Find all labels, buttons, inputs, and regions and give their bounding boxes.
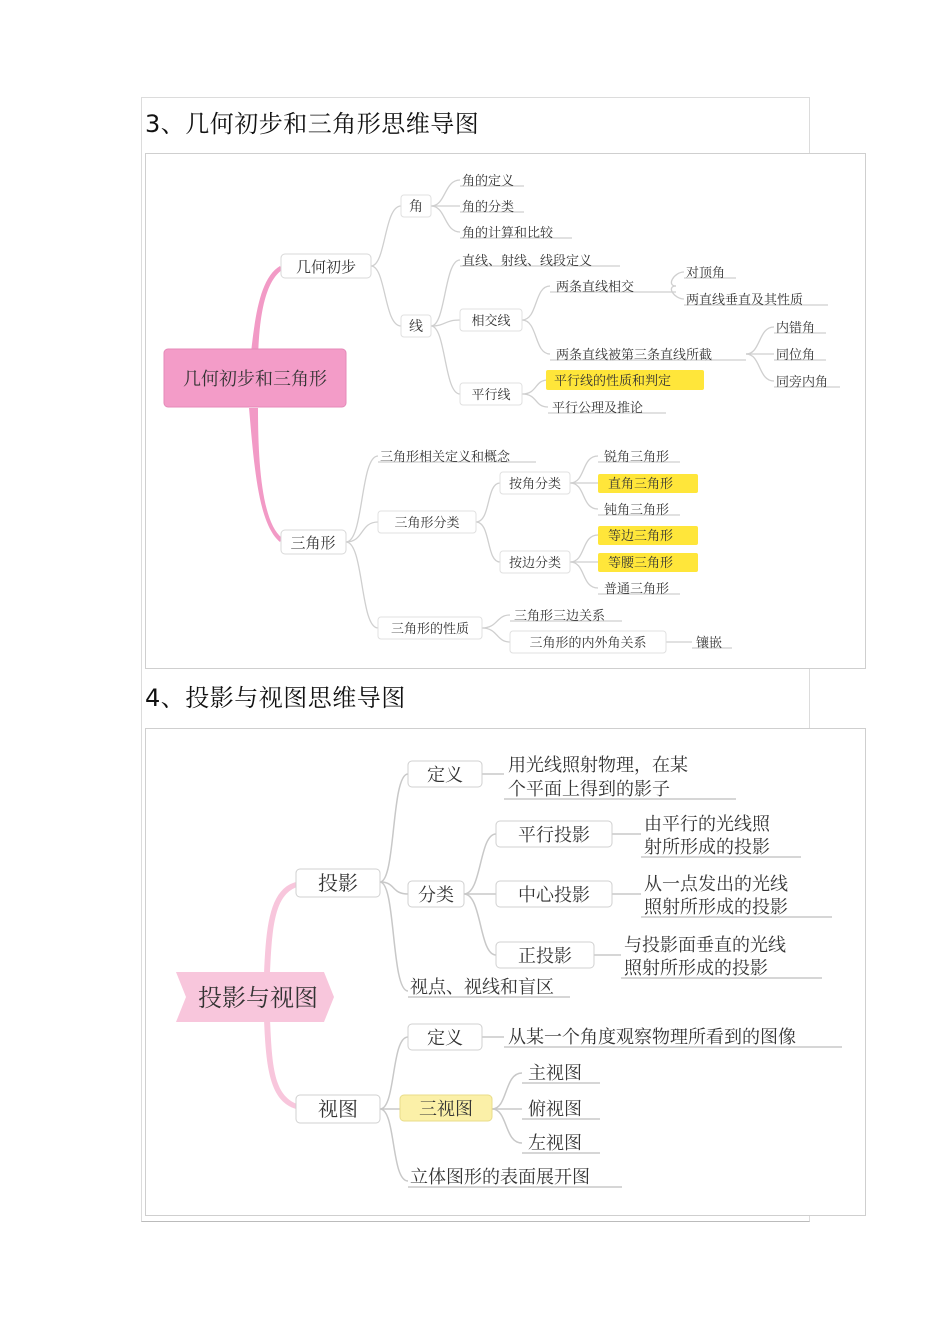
edge-geo-line xyxy=(371,266,401,326)
label-alt-int: 内错角 xyxy=(776,321,816,336)
edge-parallel-axiom xyxy=(522,394,548,407)
label-perpendicular: 两直线垂直及其性质 xyxy=(686,293,804,308)
label-cls: 分类 xyxy=(418,885,454,906)
label-side-rel: 三角形三边关系 xyxy=(514,609,606,624)
edge-intersect-cross xyxy=(522,286,550,320)
label-angle-rel: 三角形的内外角关系 xyxy=(529,636,647,651)
label-acute: 锐角三角形 xyxy=(604,450,670,465)
label-angle-def: 角的定义 xyxy=(462,174,515,189)
edge-angle-calc xyxy=(431,206,460,232)
trunk-root-tri xyxy=(249,408,282,542)
label-parallel-text-1: 由平行的光线照 xyxy=(644,814,770,835)
label-view: 视图 xyxy=(318,1097,358,1121)
label-vertical-angle: 对顶角 xyxy=(686,266,726,281)
label-by-angle: 按角分类 xyxy=(508,477,562,492)
edge-cls-byangle xyxy=(476,483,500,522)
label-equilateral: 等边三角形 xyxy=(608,529,674,544)
edge-proj-cls xyxy=(380,882,408,894)
edge-acute xyxy=(570,456,598,483)
mindmap-projection-view xyxy=(145,728,866,1216)
edge-cut-same xyxy=(746,354,774,381)
root-label-projection: 投影与视图 xyxy=(198,984,318,1012)
label-center-text-2: 照射所形成的投影 xyxy=(644,897,788,918)
label-tessellation: 镶嵌 xyxy=(696,636,723,651)
edge-equilateral xyxy=(570,535,598,562)
label-proj-def: 定义 xyxy=(427,765,463,786)
label-tri: 三角形 xyxy=(290,534,336,552)
label-viewpoint: 视点、视线和盲区 xyxy=(410,977,554,998)
label-by-side: 按边分类 xyxy=(508,556,562,571)
label-view-def-text: 从某一个角度观察物理所看到的图像 xyxy=(508,1027,796,1048)
edge-cross-vertical xyxy=(671,272,684,286)
label-left: 左视图 xyxy=(528,1133,582,1154)
label-line-def: 直线、射线、线段定义 xyxy=(462,254,593,269)
label-three-views: 三视图 xyxy=(419,1099,473,1120)
label-angle-cls: 角的分类 xyxy=(462,200,515,215)
root-label: 几何初步和三角形 xyxy=(183,369,327,390)
edge-tri-def xyxy=(346,456,378,542)
label-parallel-proj: 平行投影 xyxy=(518,825,590,846)
label-center-text-1: 从一点发出的光线 xyxy=(644,874,788,895)
mindmap-geometry-triangle xyxy=(145,153,866,669)
edge-angle-def xyxy=(431,180,460,206)
label-def-text-1: 用光线照射物理，在某 xyxy=(508,755,688,776)
label-right: 直角三角形 xyxy=(608,477,674,492)
label-two-lines-cut: 两条直线被第三条直线所截 xyxy=(556,348,713,363)
label-corresponding: 同位角 xyxy=(776,348,816,363)
edge-side-rel xyxy=(482,615,510,628)
label-top: 俯视图 xyxy=(528,1099,582,1120)
trunk-root-proj xyxy=(264,882,297,975)
label-angle: 角 xyxy=(409,199,423,215)
edge-intersect-cut xyxy=(522,320,550,354)
edge-angle-rel xyxy=(482,628,510,642)
label-center-proj: 中心投影 xyxy=(518,885,590,906)
edge-proj-viewpoint xyxy=(380,882,408,991)
edge-geo-angle xyxy=(371,206,401,266)
edge-scalene xyxy=(570,562,598,588)
edge-tri-props xyxy=(346,542,378,628)
label-tri-def: 三角形相关定义和概念 xyxy=(380,450,511,465)
section-4-heading: 4、投影与视图思维导图 xyxy=(145,684,406,712)
edge-line-def xyxy=(431,260,460,326)
mindmap-geometry-svg xyxy=(146,154,865,668)
edge-cls-parallel xyxy=(464,834,496,894)
trunk-root-view xyxy=(264,1019,297,1109)
section-3-heading: 3、几何初步和三角形思维导图 xyxy=(145,110,480,138)
label-isosceles: 等腰三角形 xyxy=(608,556,674,571)
label-front: 主视图 xyxy=(528,1063,582,1084)
label-scalene: 普通三角形 xyxy=(604,582,670,597)
label-tri-cls: 三角形分类 xyxy=(394,516,460,531)
label-intersect: 相交线 xyxy=(471,314,511,329)
edge-line-parallel xyxy=(431,326,460,394)
edge-left xyxy=(492,1109,522,1143)
label-parallel-text-2: 射所形成的投影 xyxy=(644,837,770,858)
edge-cut-alt xyxy=(746,327,774,354)
label-line: 线 xyxy=(409,319,423,335)
edge-proj-def xyxy=(380,774,408,882)
label-ortho-text-1: 与投影面垂直的光线 xyxy=(624,935,786,956)
label-ortho-text-2: 照射所形成的投影 xyxy=(624,958,768,979)
label-parallel-props: 平行线的性质和判定 xyxy=(554,374,672,389)
label-two-lines-cross: 两条直线相交 xyxy=(556,280,635,295)
edge-cls-byside xyxy=(476,522,500,562)
label-def-text-2: 个平面上得到的影子 xyxy=(508,779,670,800)
label-proj: 投影 xyxy=(318,871,358,895)
edge-obtuse xyxy=(570,483,598,509)
label-ortho-proj: 正投影 xyxy=(518,946,572,967)
label-same-side: 同旁内角 xyxy=(776,375,829,390)
label-tri-props: 三角形的性质 xyxy=(390,622,470,637)
label-angle-calc: 角的计算和比较 xyxy=(462,226,554,241)
mindmap-projection-svg xyxy=(146,729,865,1215)
label-unfold: 立体图形的表面展开图 xyxy=(410,1167,590,1188)
label-parallel-axiom: 平行公理及推论 xyxy=(552,401,644,416)
label-geo: 几何初步 xyxy=(295,258,357,276)
edge-parallel-props xyxy=(522,380,548,394)
label-obtuse: 钝角三角形 xyxy=(604,503,670,518)
label-view-def: 定义 xyxy=(427,1028,463,1049)
label-parallel: 平行线 xyxy=(471,388,511,403)
edge-front xyxy=(492,1073,522,1109)
edge-cls-ortho xyxy=(464,894,496,955)
